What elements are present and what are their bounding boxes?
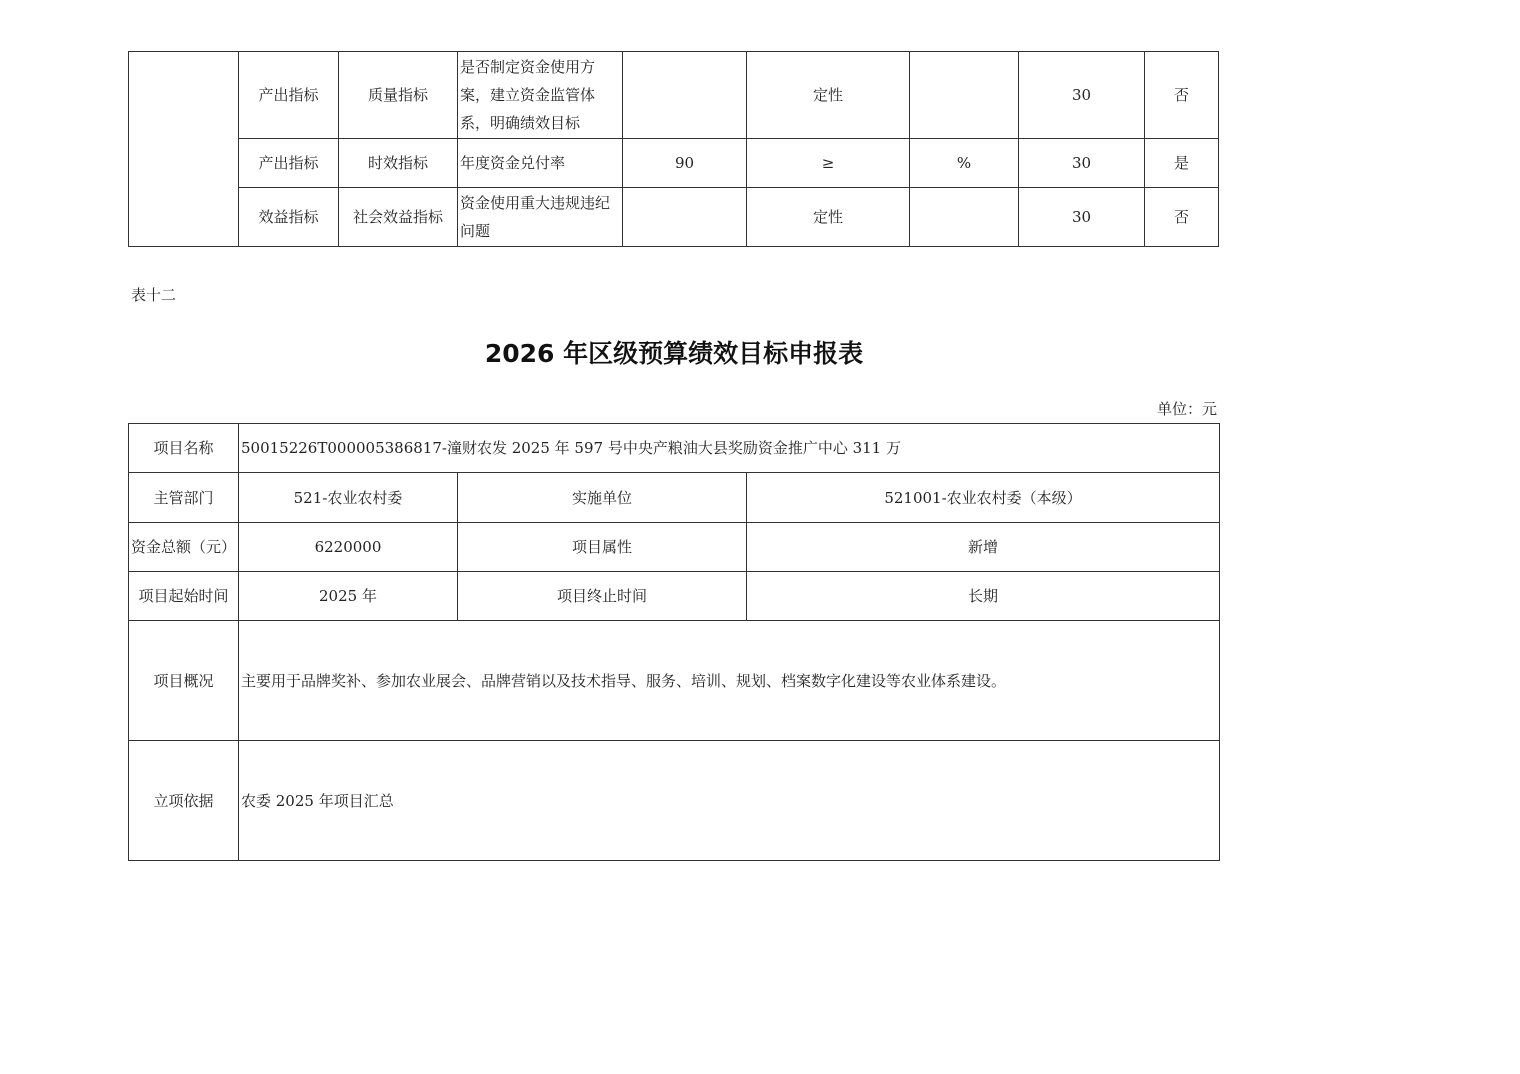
level2-indicator: 社会效益指标 [339, 188, 458, 247]
basis-label: 立项依据 [129, 741, 239, 861]
table-row [129, 424, 1220, 473]
indicator-value [623, 52, 747, 139]
end-time-label: 项目终止时间 [458, 572, 747, 621]
table-row [129, 741, 1220, 861]
project-name-label: 项目名称 [129, 424, 239, 473]
basis-value: 农委 2025 年项目汇总 [239, 741, 1220, 861]
project-attr-label: 项目属性 [458, 523, 747, 572]
project-attr-value: 新增 [747, 523, 1220, 572]
indicator-unit [910, 188, 1019, 247]
level3-indicator: 年度资金兑付率 [458, 139, 623, 188]
level1-indicator: 产出指标 [239, 139, 339, 188]
indicator-symbol: ≥ [747, 139, 910, 188]
table-row [129, 523, 1220, 572]
overview-value: 主要用于品牌奖补、参加农业展会、品牌营销以及技术指导、服务、培训、规划、档案数字化建设等农业体系建设。 [239, 621, 1220, 741]
dept-value: 521-农业农村委 [239, 473, 458, 523]
table-row [129, 621, 1220, 741]
end-time-value: 长期 [747, 572, 1220, 621]
level3-indicator: 是否制定资金使用方案，建立资金监管体系，明确绩效目标 [458, 52, 623, 139]
table-caption: 表十二 [131, 286, 177, 304]
indicator-unit [910, 52, 1019, 139]
core-indicator-flag: 否 [1145, 52, 1219, 139]
indicator-symbol: 定性 [747, 52, 910, 139]
indicator-symbol: 定性 [747, 188, 910, 247]
table-row [129, 139, 1219, 188]
indicator-weight: 30 [1019, 139, 1145, 188]
level3-indicator: 资金使用重大违规违纪问题 [458, 188, 623, 247]
start-time-label: 项目起始时间 [129, 572, 239, 621]
table-row [129, 572, 1220, 621]
indicator-value: 90 [623, 139, 747, 188]
dept-label: 主管部门 [129, 473, 239, 523]
impl-unit-label: 实施单位 [458, 473, 747, 523]
indicator-weight: 30 [1019, 188, 1145, 247]
indicator-unit: % [910, 139, 1019, 188]
level1-indicator: 产出指标 [239, 52, 339, 139]
impl-unit-value: 521001-农业农村委（本级） [747, 473, 1220, 523]
indicator-value [623, 188, 747, 247]
amount-label: 资金总额（元） [129, 523, 239, 572]
amount-value: 6220000 [239, 523, 458, 572]
project-name-value: 50015226T000005386817-潼财农发 2025 年 597 号中央产粮油大县奖励资金推广中心 311 万 [239, 424, 1220, 473]
core-indicator-flag: 否 [1145, 188, 1219, 247]
table-row [129, 52, 1219, 139]
project-info-table [128, 423, 1220, 861]
level2-indicator: 时效指标 [339, 139, 458, 188]
start-time-value: 2025 年 [239, 572, 458, 621]
level1-indicator: 效益指标 [239, 188, 339, 247]
performance-indicator-table [128, 51, 1219, 247]
unit-label: 单位：元 [1156, 400, 1217, 418]
merged-empty-cell [129, 52, 239, 247]
level2-indicator: 质量指标 [339, 52, 458, 139]
table-row [129, 188, 1219, 247]
table-row [129, 473, 1220, 523]
indicator-weight: 30 [1019, 52, 1145, 139]
core-indicator-flag: 是 [1145, 139, 1219, 188]
overview-label: 项目概况 [129, 621, 239, 741]
page-title: 2026 年区级预算绩效目标申报表 [484, 339, 864, 368]
